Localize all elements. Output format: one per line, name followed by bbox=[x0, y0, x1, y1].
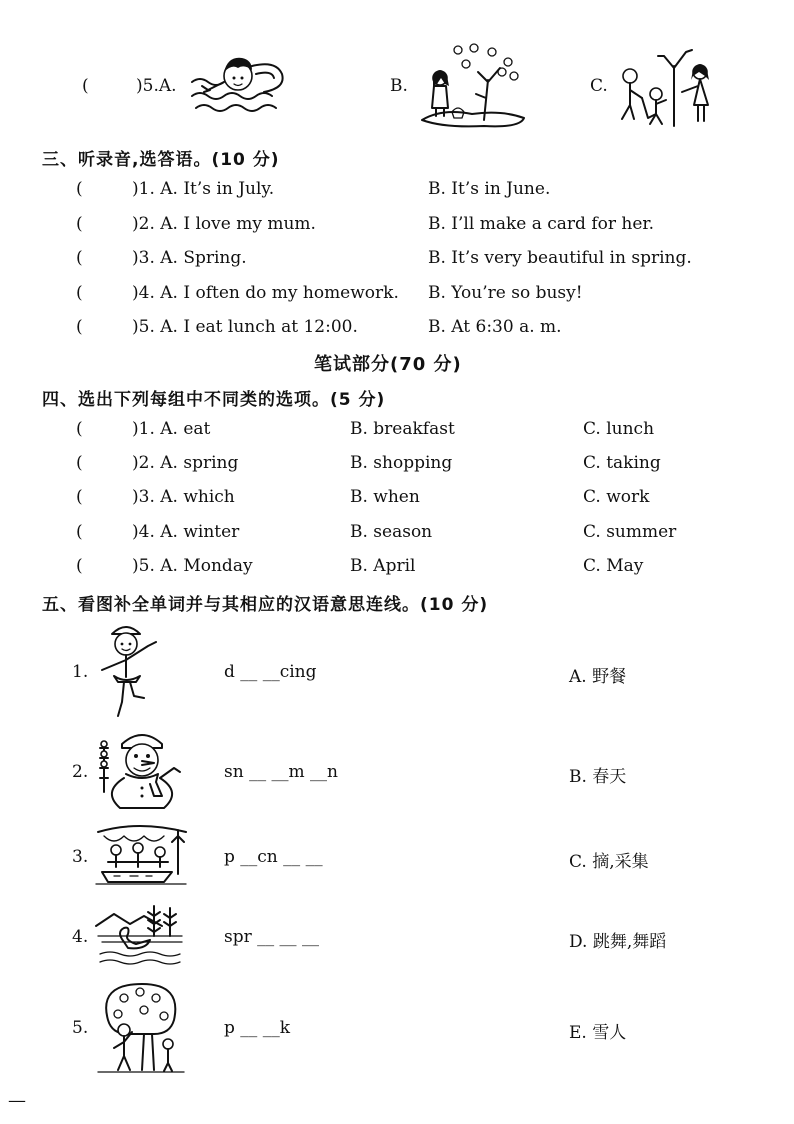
s4-q4-option-b: B. season bbox=[350, 522, 433, 542]
page-corner-mark: — bbox=[8, 1090, 26, 1111]
s4-q1-option-a: )1. A. eat bbox=[132, 419, 211, 439]
picnic-image bbox=[94, 822, 190, 888]
s4-q5-option-a: )5. A. Monday bbox=[132, 556, 253, 576]
s4-q3-option-a: )3. A. which bbox=[132, 487, 235, 507]
s5-item3-word: p __cn __ __ bbox=[224, 847, 323, 867]
s4-q1-option-c: C. lunch bbox=[583, 419, 655, 439]
s3-q5-option-b: B. At 6:30 a. m. bbox=[428, 317, 562, 337]
s3-q3-option-a: )3. A. Spring. bbox=[132, 248, 247, 268]
section3-title: 三、听录音,选答语。(10 分) bbox=[42, 150, 280, 170]
s4-q4-paren: ( bbox=[76, 522, 83, 542]
children-planting-tree-image bbox=[612, 46, 716, 128]
s3-q4-option-a: )4. A. I often do my homework. bbox=[132, 283, 399, 303]
apple-picking-image bbox=[94, 980, 188, 1076]
swimming-boy-image bbox=[190, 52, 290, 116]
written-part-title: 笔试部分(70 分) bbox=[314, 354, 462, 375]
s4-q1-paren: ( bbox=[76, 419, 83, 439]
section4-title: 四、选出下列每组中不同类的选项。(5 分) bbox=[42, 390, 386, 410]
s3-q5-option-a: )5. A. I eat lunch at 12:00. bbox=[132, 317, 358, 337]
s3-q2-paren: ( bbox=[76, 214, 83, 234]
q5-number: )5.A. bbox=[136, 76, 177, 96]
snowman-image bbox=[94, 726, 186, 810]
s5-option-b: B. 春天 bbox=[569, 767, 627, 787]
s3-q5-paren: ( bbox=[76, 317, 83, 337]
s4-q3-paren: ( bbox=[76, 487, 83, 507]
q5-option-b: B. bbox=[390, 76, 408, 96]
s5-item3-number: 3. bbox=[72, 847, 89, 867]
s5-item1-word: d __ __cing bbox=[224, 662, 317, 682]
s3-q1-option-b: B. It’s in June. bbox=[428, 179, 551, 199]
girl-apple-tree-image bbox=[418, 42, 528, 130]
q5-paren-open: ( bbox=[82, 76, 89, 96]
s4-q2-option-b: B. shopping bbox=[350, 453, 453, 473]
s3-q3-option-b: B. It’s very beautiful in spring. bbox=[428, 248, 692, 268]
s4-q4-option-a: )4. A. winter bbox=[132, 522, 240, 542]
s4-q3-option-c: C. work bbox=[583, 487, 650, 507]
s4-q4-option-c: C. summer bbox=[583, 522, 677, 542]
s3-q1-option-a: )1. A. It’s in July. bbox=[132, 179, 275, 199]
dancing-girl-image bbox=[96, 620, 162, 720]
s3-q1-paren: ( bbox=[76, 179, 83, 199]
s5-item2-word: sn __ __m __n bbox=[224, 762, 338, 782]
s5-item4-number: 4. bbox=[72, 927, 89, 947]
s5-item1-number: 1. bbox=[72, 662, 89, 682]
q5-option-c: C. bbox=[590, 76, 608, 96]
s4-q2-option-a: )2. A. spring bbox=[132, 453, 239, 473]
s3-q4-paren: ( bbox=[76, 283, 83, 303]
s3-q2-option-a: )2. A. I love my mum. bbox=[132, 214, 316, 234]
s3-q3-paren: ( bbox=[76, 248, 83, 268]
s5-option-e: E. 雪人 bbox=[569, 1023, 627, 1043]
s4-q5-paren: ( bbox=[76, 556, 83, 576]
section5-title: 五、看图补全单词并与其相应的汉语意思连线。(10 分) bbox=[42, 595, 489, 615]
s4-q5-option-c: C. May bbox=[583, 556, 644, 576]
s5-item2-number: 2. bbox=[72, 762, 89, 782]
s3-q2-option-b: B. I’ll make a card for her. bbox=[428, 214, 655, 234]
s3-q4-option-b: B. You’re so busy! bbox=[428, 283, 583, 303]
s4-q2-option-c: C. taking bbox=[583, 453, 661, 473]
spring-scene-image bbox=[94, 902, 186, 968]
s4-q2-paren: ( bbox=[76, 453, 83, 473]
s4-q1-option-b: B. breakfast bbox=[350, 419, 455, 439]
s5-option-c: C. 摘,采集 bbox=[569, 852, 649, 872]
s5-option-d: D. 跳舞,舞蹈 bbox=[569, 932, 667, 952]
s4-q5-option-b: B. April bbox=[350, 556, 416, 576]
s5-item4-word: spr __ __ __ bbox=[224, 927, 319, 947]
s5-item5-word: p __ __k bbox=[224, 1018, 290, 1038]
s5-item5-number: 5. bbox=[72, 1018, 89, 1038]
s4-q3-option-b: B. when bbox=[350, 487, 420, 507]
s5-option-a: A. 野餐 bbox=[569, 667, 627, 687]
